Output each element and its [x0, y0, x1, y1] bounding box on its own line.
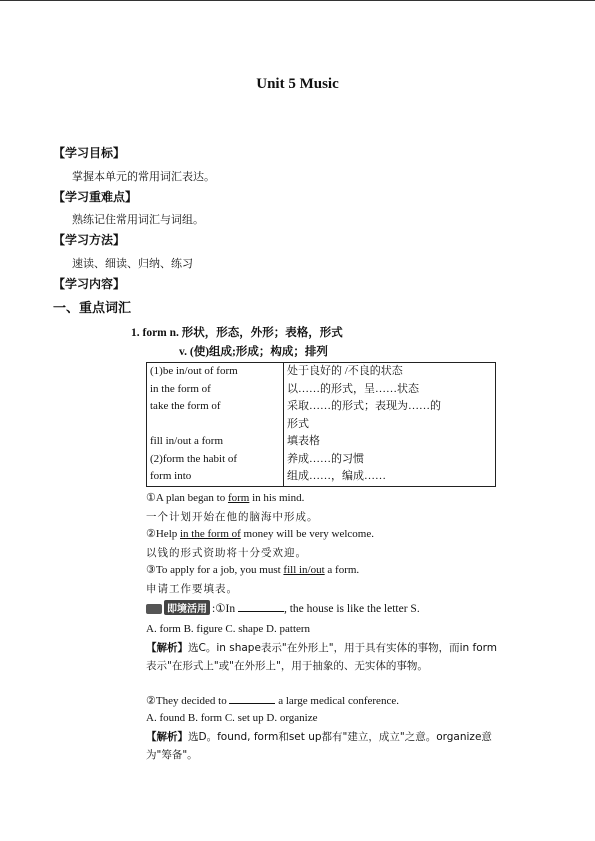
analysis-text: 选C。in shape表示"在外形上"，用于具有实体的事物，而in form表示"在形式上"或"在外形上"，用于抽象的、无实体的事物。: [146, 642, 497, 672]
question-text: ②They decided to: [146, 695, 230, 707]
analysis-text: 选D。found, form和set up都有"建立，成立"之意。organize意为"筹备"。: [146, 731, 492, 761]
example-2-translation: 以钱的形式资助将十分受欢迎。: [146, 547, 307, 559]
meaning-cell: 以……的形式，呈……状态: [287, 382, 419, 395]
vocab-entry: [131, 324, 511, 359]
meaning-cell: 养成……的习惯: [287, 452, 364, 465]
table-row: [147, 381, 496, 399]
pencil-icon: [146, 604, 162, 614]
phrase-cell: take the form of: [147, 398, 284, 416]
goal-text: 掌握本单元的常用词汇表达。: [72, 170, 215, 183]
table-row: [147, 416, 496, 434]
answer-blank: [229, 693, 275, 704]
table-row: [147, 451, 496, 469]
entry-line-1: 1. form n. 形状，形态，外形；表格，形式: [131, 327, 343, 339]
method-heading: 【学习方法】: [53, 233, 126, 247]
table-row: [147, 468, 496, 486]
question-text: , the house is like the letter S.: [283, 603, 420, 615]
meaning-cell: 形式: [287, 417, 309, 430]
page-title: Unit 5 Music: [256, 76, 339, 92]
phrase-cell: (2)form the habit of: [147, 451, 284, 469]
phrase-cell: in the form of: [147, 381, 284, 399]
phrase-cell: (1)be in/out of form: [147, 363, 284, 381]
question-text: a large medical conference.: [275, 695, 399, 707]
analysis-label: 【解析】: [146, 731, 188, 743]
top-rule: [0, 0, 595, 1]
quiz-question-1: [146, 600, 420, 615]
example-1: [146, 491, 506, 504]
example-text: ③To apply for a job, you must: [146, 564, 284, 576]
example-text: ①A plan began to: [146, 492, 228, 504]
phrase-cell: [147, 416, 284, 434]
method-text: 速读、细读、归纳、练习: [72, 257, 193, 270]
key-text: 熟练记住常用词汇与词组。: [72, 213, 204, 226]
meaning-cell: 采取……的形式；表现为……的: [287, 400, 441, 412]
answer-2-analysis: [146, 728, 501, 764]
quiz-question-2: [146, 693, 399, 707]
meaning-cell: 填表格: [287, 435, 320, 447]
example-text: money will be very welcome.: [240, 528, 374, 540]
question-text: :①In: [212, 603, 238, 615]
vocab-section-heading: 一、重点词汇: [53, 301, 132, 316]
example-2: [146, 527, 506, 540]
meaning-cell: 处于良好的 /不良的状态: [284, 363, 496, 381]
meaning-cell: 组成……，编成……: [284, 468, 496, 486]
example-3: [146, 563, 506, 576]
analysis-label: 【解析】: [146, 642, 188, 654]
example-underlined: in the form of: [180, 528, 241, 540]
phrase-cell: fill in/out a form: [147, 433, 284, 451]
answer-1-analysis: [146, 639, 501, 675]
question-2-options: A. found B. form C. set up D. organize: [146, 712, 318, 724]
example-1-translation: 一个计划开始在他的脑海中形成。: [146, 511, 319, 523]
example-text: a form.: [324, 564, 360, 576]
practice-badge: 即境活用: [164, 600, 210, 615]
entry-line-2: v. (使)组成;形成；构成；排列: [179, 346, 328, 358]
example-underlined: fill in/out: [283, 564, 325, 576]
example-underlined: form: [227, 492, 250, 504]
table-row: [147, 363, 496, 381]
example-text: in his mind.: [249, 492, 305, 504]
question-1-options: A. form B. figure C. shape D. pattern: [146, 623, 311, 635]
key-heading: 【学习重难点】: [53, 190, 138, 204]
example-3-translation: 申请工作要填表。: [146, 583, 238, 595]
table-row: [147, 433, 496, 451]
answer-blank: [238, 601, 284, 612]
goal-heading: 【学习目标】: [53, 146, 126, 160]
table-row: [147, 398, 496, 416]
phrase-cell: form into: [147, 468, 284, 486]
content-heading: 【学习内容】: [53, 277, 126, 291]
phrase-table: [146, 362, 496, 487]
example-text: ②Help: [146, 528, 180, 540]
